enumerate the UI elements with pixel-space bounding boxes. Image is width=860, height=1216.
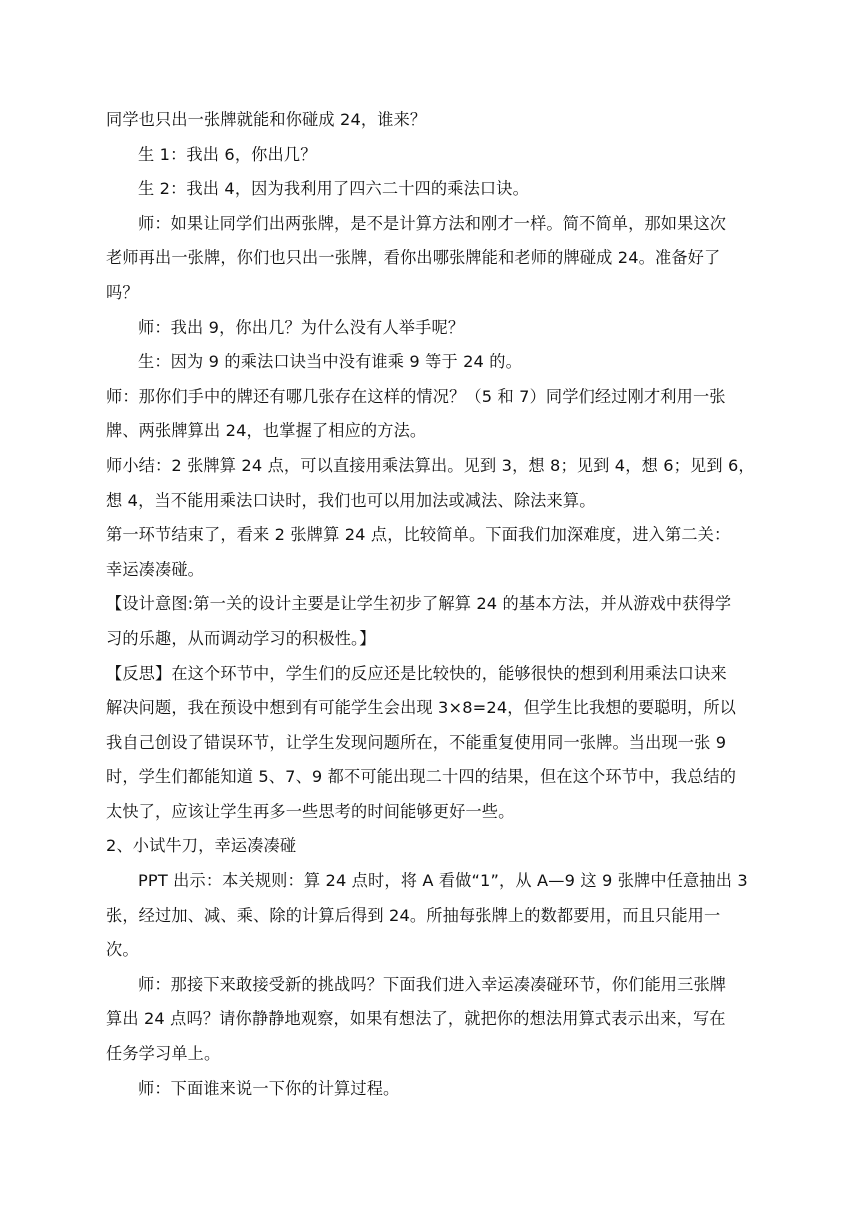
text-line: 生：因为 9 的乘法口诀当中没有谁乘 9 等于 24 的。 <box>138 352 522 372</box>
text-line: 2、小试牛刀，幸运凑凑碰 <box>106 836 297 856</box>
text-line: 张，经过加、减、乘、除的计算后得到 24。所抽每张牌上的数都要用，而且只能用一 <box>106 905 721 925</box>
paragraph <box>106 518 761 587</box>
text-line: 师：我出 9，你出几？为什么没有人举手呢？ <box>138 317 465 337</box>
paragraph <box>106 172 761 207</box>
text-line: 吗？ <box>106 282 139 302</box>
document-body <box>106 103 761 1106</box>
text-line: 师：如果让同学们出两张牌，是不是计算方法和刚才一样。简不简单，那如果这次 <box>138 213 727 233</box>
paragraph <box>106 311 761 346</box>
text-line: 习的乐趣，从而调动学习的积极性。】 <box>106 628 376 648</box>
text-line: 太快了，应该让学生再多一些思考的时间能够更好一些。 <box>106 801 515 821</box>
paragraph <box>106 449 761 518</box>
text-line: 幸运凑凑碰。 <box>106 559 205 579</box>
text-line: 牌、两张牌算出 24，也掌握了相应的方法。 <box>106 421 427 441</box>
paragraph <box>106 103 761 138</box>
text-line: 师小结：2 张牌算 24 点，可以直接用乘法算出。见到 3，想 8；见到 4，想 6；见到 6， <box>106 455 755 475</box>
text-line: 我自己创设了错误环节，让学生发现问题所在，不能重复使用同一张牌。当出现一张 9 <box>106 732 727 752</box>
text-line: 次。 <box>106 940 139 960</box>
text-line: 生 2：我出 4，因为我利用了四六二十四的乘法口诀。 <box>138 179 529 199</box>
text-line: 同学也只出一张牌就能和你碰成 24，谁来？ <box>106 110 427 129</box>
text-line: 任务学习单上。 <box>106 1044 221 1064</box>
text-line: 师：那你们手中的牌还有哪几张存在这样的情况？（5 和 7）同学们经过刚才利用一张 <box>106 386 726 406</box>
text-line: PPT 出示：本关规则：算 24 点时，将 A 看做“1”，从 A—9 这 9 张牌中任意抽出 3 <box>138 871 748 891</box>
section-heading <box>106 829 761 864</box>
text-line: 师：那接下来敢接受新的挑战吗？下面我们进入幸运凑凑碰环节，你们能用三张牌 <box>138 974 727 994</box>
text-line: 师：下面谁来说一下你的计算过程。 <box>138 1078 400 1098</box>
text-line: 想 4，当不能用乘法口诀时，我们也可以用加法或减法、除法来算。 <box>106 490 596 510</box>
reflection-paragraph <box>106 657 761 830</box>
text-line: 算出 24 点吗？请你静静地观察，如果有想法了，就把你的想法用算式表示出来，写在 <box>106 1009 726 1029</box>
paragraph <box>106 345 761 380</box>
text-line: 解决问题，我在预设中想到有可能学生会出现 3×8=24，但学生比我想的要聪明，所以 <box>106 698 736 718</box>
paragraph <box>106 380 761 449</box>
paragraph <box>106 1072 761 1107</box>
design-intent-paragraph <box>106 587 761 656</box>
text-line: 【反思】在这个环节中，学生们的反应还是比较快的，能够很快的想到利用乘法口诀来 <box>106 663 727 683</box>
text-line: 【设计意图:第一关的设计主要是让学生初步了解算 24 的基本方法，并从游戏中获得学 <box>106 594 732 614</box>
paragraph <box>106 138 761 173</box>
text-line: 老师再出一张牌，你们也只出一张牌，看你出哪张牌能和老师的牌碰成 24。准备好了 <box>106 248 721 268</box>
paragraph <box>106 968 761 1072</box>
paragraph <box>106 207 761 311</box>
text-line: 时，学生们都能知道 5、7、9 都不可能出现二十四的结果，但在这个环节中，我总结的 <box>106 767 737 787</box>
text-line: 生 1：我出 6，你出几？ <box>138 144 317 164</box>
text-line: 第一环节结束了，看来 2 张牌算 24 点，比较简单。下面我们加深难度，进入第二关： <box>106 525 731 545</box>
paragraph <box>106 864 761 968</box>
